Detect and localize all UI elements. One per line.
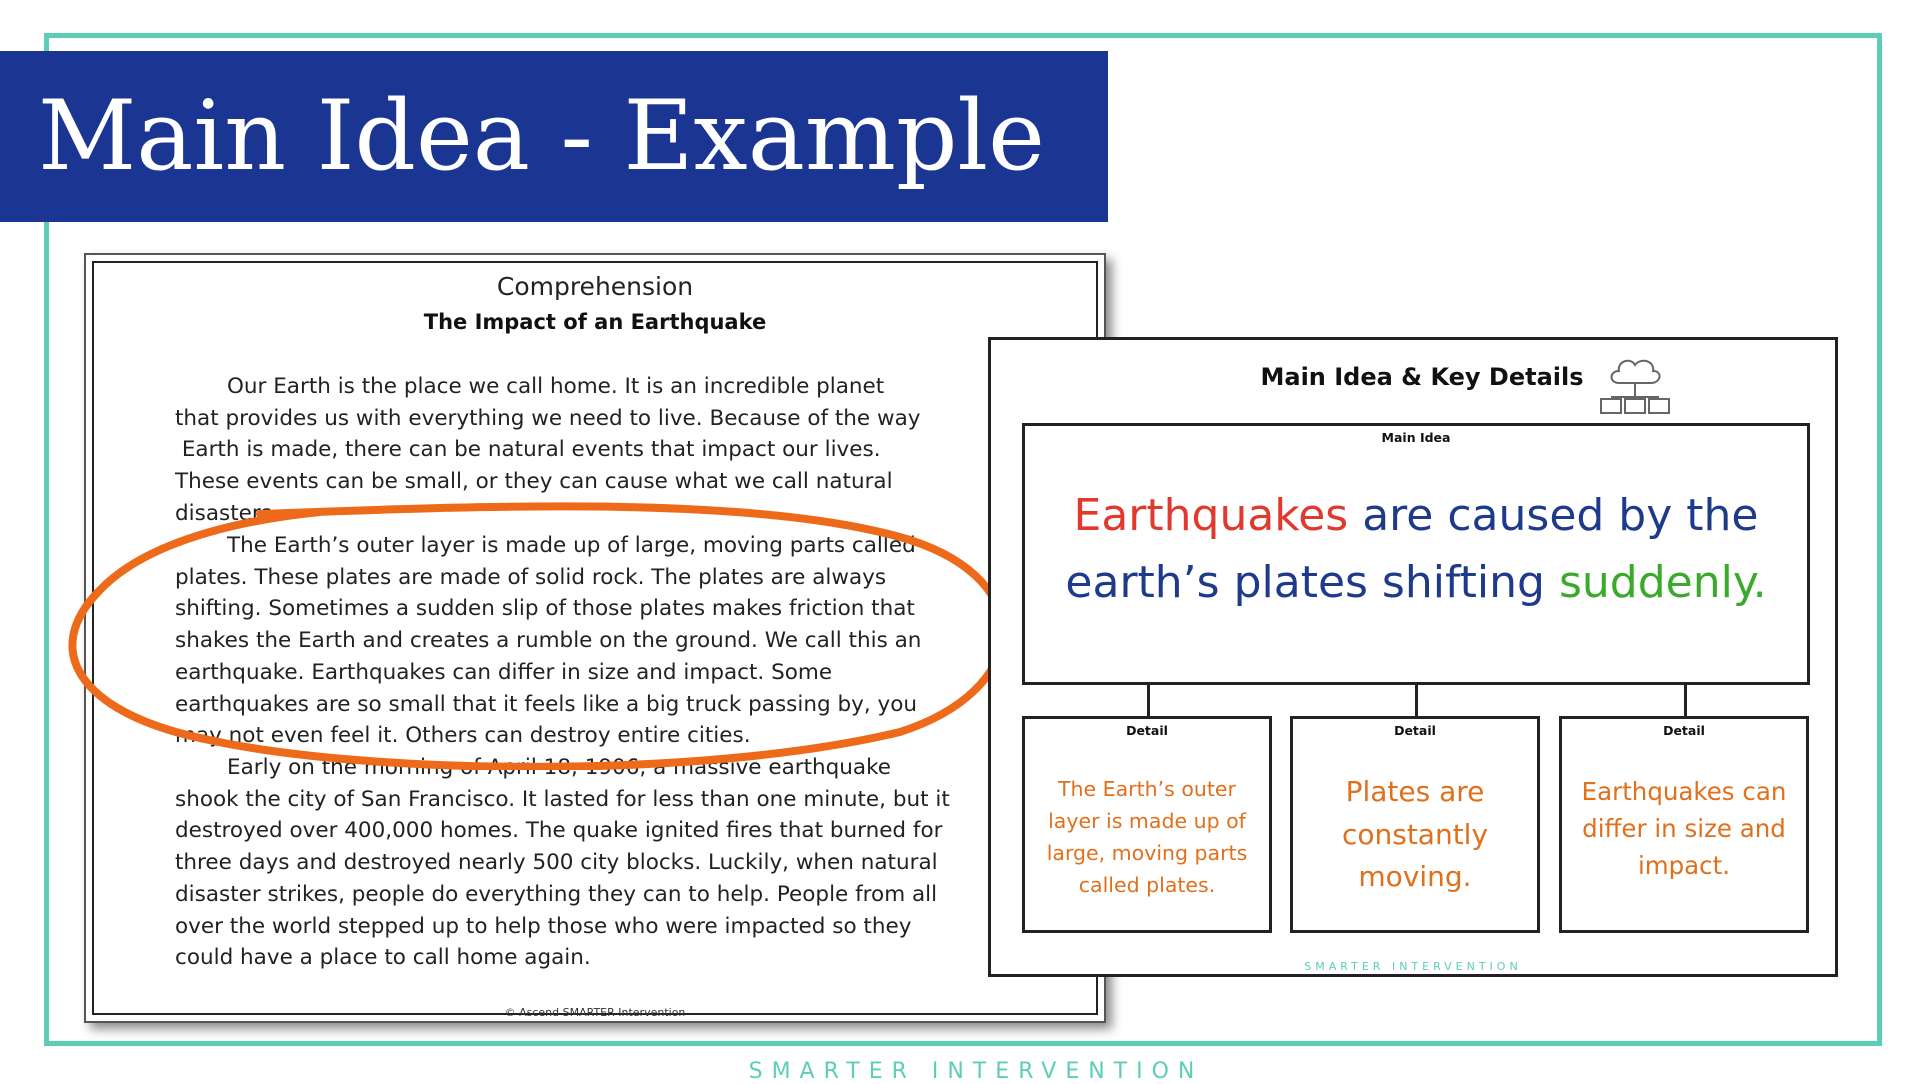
main-idea-text	[1025, 482, 1807, 616]
connector-line	[1147, 685, 1150, 716]
passage-line: shook the city of San Francisco. It lasted for less than one minute, but it	[175, 786, 950, 812]
paragraph-2	[175, 530, 1065, 752]
copyright-text: © Ascend SMARTER Intervention	[504, 1006, 686, 1019]
slide-title: Main Idea - Example	[38, 80, 1045, 192]
passage-line: destroyed over 400,000 homes. The quake ignited fires that burned for	[175, 818, 943, 844]
detail-text: Earthquakes can differ in size and impact.	[1581, 777, 1787, 880]
detail-label: Detail	[1126, 723, 1168, 738]
passage-line: Our Earth is the place we call home. It is an incredible planet	[227, 374, 885, 399]
passage-line: shifting. Sometimes a sudden slip of those plates makes friction that	[175, 596, 915, 622]
passage-line: disasters.	[175, 500, 279, 526]
detail-box-1	[1022, 716, 1272, 933]
passage-line: shakes the Earth and creates a rumble on the ground. We call this an	[175, 628, 922, 654]
detail-box-3	[1559, 716, 1809, 933]
main-idea-keyword-suddenly: suddenly.	[1558, 557, 1767, 608]
passage-line: could have a place to call home again.	[175, 945, 591, 971]
detail-label: Detail	[1663, 723, 1705, 738]
organizer-title: Main Idea & Key Details	[1260, 363, 1584, 391]
graphic-organizer-worksheet	[988, 337, 1838, 977]
connector-line	[1684, 685, 1687, 716]
passage-line: may not even feel it. Others can destroy entire cities.	[175, 723, 751, 749]
passage-line: disaster strikes, people do everything they can to help. People from all	[175, 881, 938, 907]
connector-line	[1415, 685, 1418, 716]
main-idea-keyword-earthquakes: Earthquakes	[1073, 490, 1349, 541]
passage-line: Earth is made, there can be natural events that impact our lives.	[175, 437, 881, 463]
passage-line: plates. These plates are made of solid rock. The plates are always	[175, 564, 887, 590]
passage-line: that provides us with everything we need to live. Because of the way	[175, 405, 921, 431]
detail-label: Detail	[1394, 723, 1436, 738]
worksheet-heading: Comprehension	[496, 272, 694, 301]
detail-text: Plates are constantly moving.	[1341, 775, 1489, 893]
passage-line: over the world stepped up to help those who were impacted so they	[175, 913, 912, 939]
main-idea-label: Main Idea	[1381, 430, 1451, 445]
footer-brand: SMARTER INTERVENTION	[748, 1059, 1204, 1084]
paragraph-1	[175, 371, 1065, 530]
passage-title: The Impact of an Earthquake	[423, 310, 767, 334]
organizer-brand: SMARTER INTERVENTION	[1304, 960, 1522, 973]
detail-box-2	[1290, 716, 1540, 933]
passage-worksheet	[84, 253, 1106, 1023]
paragraph-3	[175, 752, 1065, 974]
title-banner	[0, 51, 1108, 222]
tree-diagram-icon	[1597, 353, 1673, 417]
passage-line: earthquakes are so small that it feels like a big truck passing by, you	[175, 691, 918, 717]
passage-line: earthquake. Earthquakes can differ in size and impact. Some	[175, 659, 833, 685]
passage-line: three days and destroyed nearly 500 city blocks. Luckily, when natural	[175, 850, 938, 876]
passage-line: Early on the morning of April 18, 1906, a massive earthquake	[227, 755, 892, 780]
passage-line: These events can be small, or they can cause what we call natural	[175, 469, 893, 495]
detail-text: The Earth’s outer layer is made up of large, moving parts called plates.	[1046, 777, 1248, 897]
main-idea-box	[1022, 423, 1810, 685]
main-idea-middle: are caused by the earth’s plates shifting	[1065, 490, 1759, 608]
passage-line: The Earth’s outer layer is made up of large, moving parts called	[227, 533, 916, 558]
